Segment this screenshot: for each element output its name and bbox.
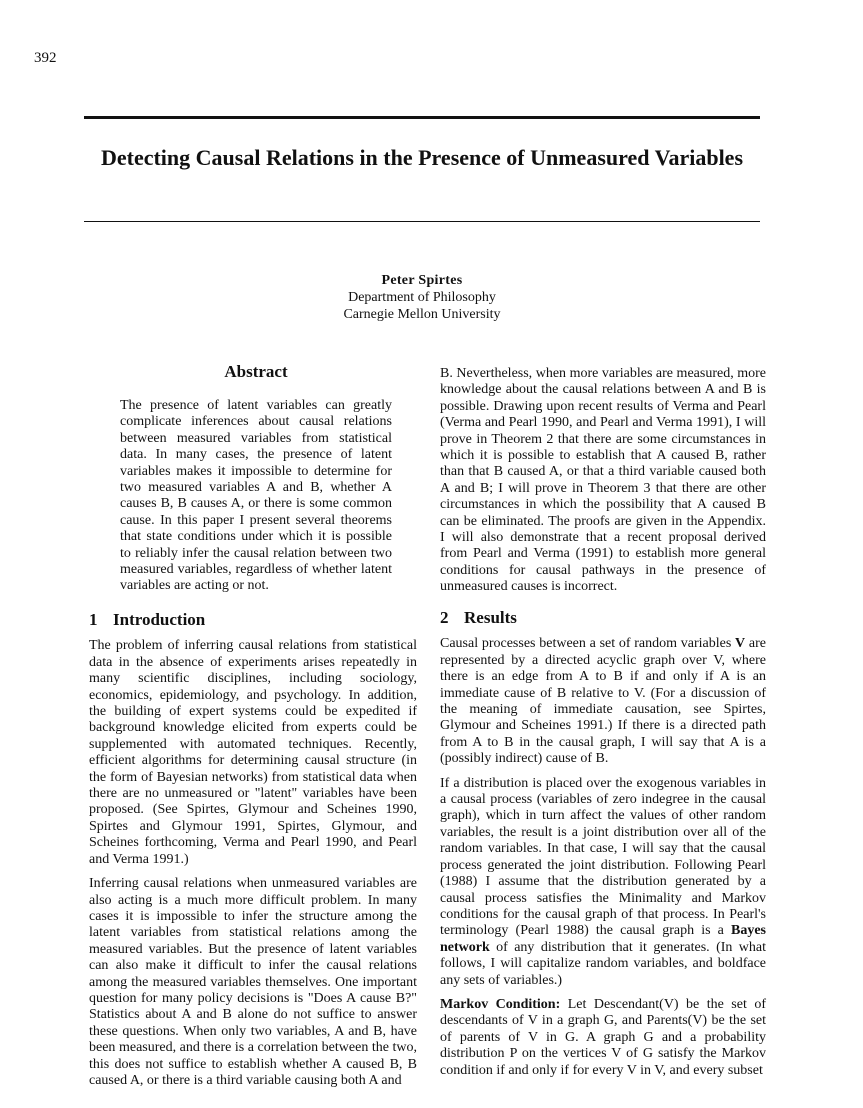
- author-department: Department of Philosophy: [348, 290, 496, 305]
- markov-condition-label: Markov Condition:: [440, 996, 561, 1012]
- title-bottom-rule: [84, 221, 760, 222]
- results-p2-text-a: If a distribution is placed over the exogenous variables in a causal process (variables of zero indegree in the causal graph), which in turn affect the values of other random variables, the result is a joint distribution over all of the random variables. In that case, I will say that the causal process generated the joint distribution. Following Pearl (1988) I assume that the distribution generated by a causal process satisfies the Minimality and Markov conditions for the causal graph of that process. In Pearl's terminology (Pearl 1988) the causal graph is a: [440, 775, 766, 939]
- section-2-number: 2: [440, 608, 449, 627]
- abstract-heading: Abstract: [224, 362, 288, 381]
- author-block: [84, 272, 760, 323]
- author-university: Carnegie Mellon University: [343, 307, 501, 322]
- section-1-number: 1: [89, 610, 98, 629]
- section-introduction: [89, 612, 417, 1097]
- intro-paragraph-1: The problem of inferring causal relations from statistical data in the absence of experiments arises repeatedly in many scientific disciplines, including sociology, economics, epidemiology, and psychology. In addition, the building of expert systems could be expedited if background knowledge elicited from experts could be supplemented with automated techniques. Recently, efficient algorithms for determining causal structure (in the form of Bayesian networks) from statistical data when there are no unmeasured or "latent" variables have been proposed. (See Spirtes, Glymour and Scheines 1990, Spirtes and Glymour 1991, Spirtes, Glymour, and Scheines forthcoming, Verma and Pearl 1990, and Pearl and Verma 1991.): [89, 638, 417, 867]
- paper-title: Detecting Causal Relations in the Presence of Unmeasured Variables: [100, 145, 744, 170]
- section-1-title: Introduction: [113, 610, 206, 629]
- abstract-text: The presence of latent variables can greatly complicate inferences about causal relations between measured variables from statistical data. In many cases, the presence of latent variables makes it impossible to determine for two measured variables A and B, whether A causes B, B causes A, or there is some common cause. In this paper I present several theorems that state conditions under which it is possible to reliably infer the causal relation between two measured variables, regardless of whether latent variables are acting or not.: [120, 398, 392, 594]
- section-2-heading: [440, 610, 766, 626]
- results-paragraph-1: [440, 636, 766, 767]
- results-paragraph-2: [440, 776, 766, 989]
- results-p2-text-b: of any distribution that it generates. (In what follows, I will capitalize random variables, and boldface any sets of variables.): [440, 939, 766, 988]
- intro-continuation: B. Nevertheless, when more variables are measured, more knowledge about the causal relations between A and B is possible. Drawing upon recent results of Verma and Pearl (Verma and Pearl 1990, and Pearl and Verma 1991), I will prove in Theorem 2 that there are some circumstances in which it is possible to establish that A caused B, rather than that B caused A, or that a third variable caused both A and B; I will prove in Theorem 3 that there are other circumstances in which the possibility that A caused B can be eliminated. The proofs are given in the Appendix. I will also demonstrate that a recent proposal derived from Pearl and Verma (1991) to establish more general conditions for causal pathways in the presence of unmeasured causes is incorrect.: [440, 366, 766, 595]
- author-name: Peter Spirtes: [381, 273, 463, 288]
- markov-condition-paragraph: [440, 997, 766, 1079]
- results-p2-bold: Bayes network: [440, 923, 766, 955]
- results-p1-bold: V: [735, 636, 746, 652]
- section-2-title: Results: [464, 608, 517, 627]
- section-results: [440, 610, 766, 1087]
- top-rule: [84, 116, 760, 119]
- markov-condition-text: Let Descendant(V) be the set of descendants of V in a graph G, and Parents(V) be the set of parents of V in G. A graph G and a probability distribution P on the vertices V of G satisfy the Markov condition if and only if for every V in V, and every subset: [440, 996, 766, 1078]
- page-number: 392: [34, 50, 57, 66]
- results-p1-text-b: are represented by a directed acyclic graph over V, where there is an edge from A to B if and only if A is an immediate cause of B relative to V. (For a discussion of the meaning of immediate causation, see Spirtes, Glymour and Scheines 1991.) If there is a directed path from A to B in the causal graph, I will say that A is a (possibly indirect) cause of B.: [440, 636, 767, 767]
- section-1-heading: [89, 612, 417, 628]
- results-p1-text-a: Causal processes between a set of random variables: [440, 636, 736, 652]
- intro-paragraph-2: Inferring causal relations when unmeasured variables are also acting is a much more difficult problem. In many cases it is impossible to infer the structure among the latent variables from statistical relations among the measured variables. But the presence of latent variables can also make it difficult to infer the causal relations among the measured variables themselves. One important question for many policy decisions is "Does A cause B?" Statistics about A and B alone do not suffice to answer these questions. When only two variables, A and B, have been measured, and there is a correlation between the two, this does not suffice to establish whether A caused B, B caused A, or there is a third variable causing both A and: [89, 876, 417, 1088]
